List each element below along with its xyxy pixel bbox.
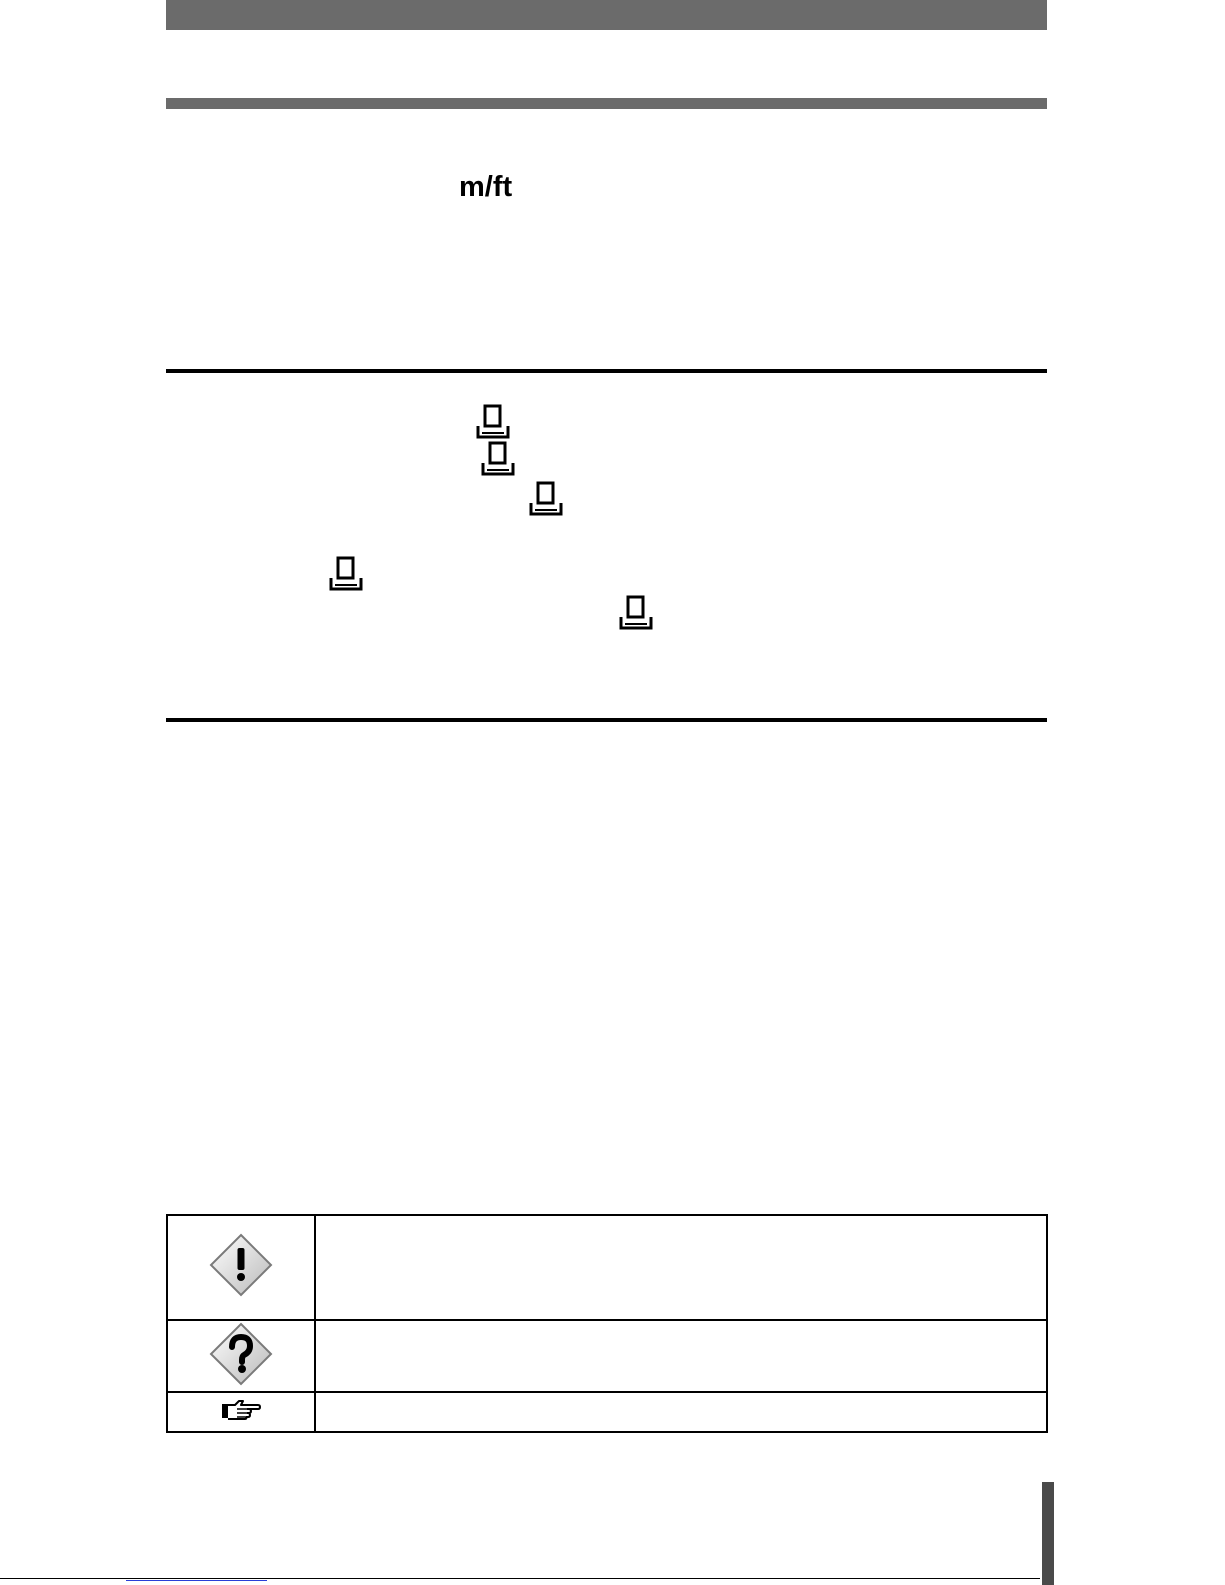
question-diamond-icon	[209, 1322, 273, 1386]
section-rule-bottom	[166, 718, 1047, 722]
print-icon	[481, 441, 515, 477]
legend-icon-cell	[167, 1215, 315, 1320]
section-rule-top	[166, 369, 1047, 373]
pointing-hand-icon	[221, 1399, 261, 1421]
legend-row-tips	[167, 1320, 1047, 1392]
print-icon	[619, 595, 653, 631]
legend-row-reference	[167, 1392, 1047, 1432]
legend-description	[315, 1392, 1047, 1432]
exclamation-diamond-icon	[209, 1233, 273, 1297]
legend-description	[315, 1320, 1047, 1392]
legend-icon-cell	[167, 1320, 315, 1392]
legend-icon-cell	[167, 1392, 315, 1432]
footer-link[interactable]	[126, 1578, 267, 1581]
print-icon	[476, 404, 510, 440]
legend-description	[315, 1215, 1047, 1320]
header-bar-second	[166, 98, 1047, 109]
page-side-tab	[1042, 1482, 1054, 1585]
print-icon	[529, 481, 563, 517]
print-icon	[329, 556, 363, 592]
legend-row-caution	[167, 1215, 1047, 1320]
icon-legend-table	[166, 1214, 1048, 1433]
header-bar-top	[166, 0, 1047, 30]
unit-label: m/ft	[459, 171, 513, 203]
